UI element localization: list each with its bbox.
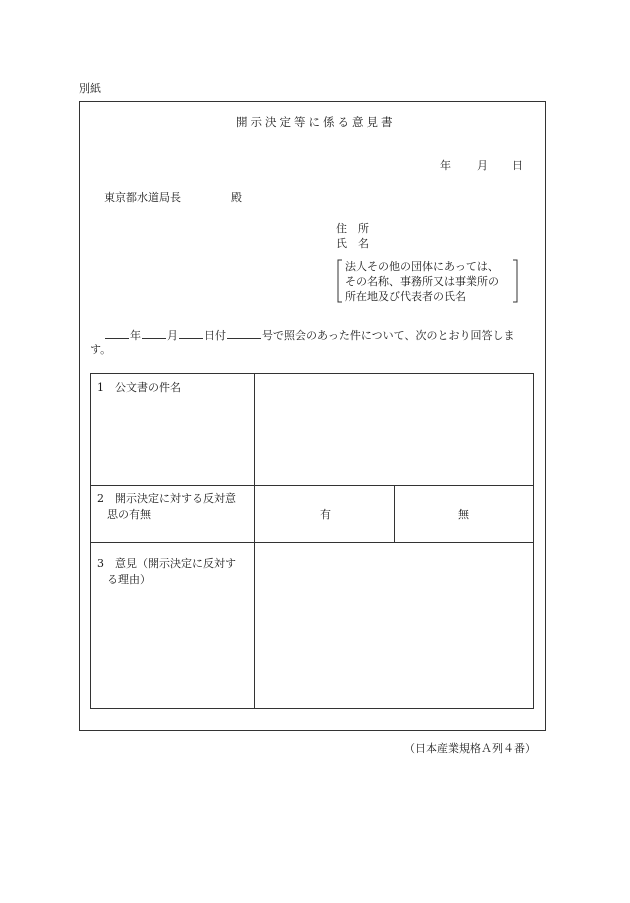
paper-size-footnote: （日本産業規格Ａ列４番）	[404, 742, 536, 755]
blank-year[interactable]	[105, 328, 129, 339]
statement-year: 年	[130, 329, 141, 342]
blank-month[interactable]	[142, 328, 166, 339]
statement-day-date: 日付	[204, 329, 226, 342]
table-row-divider-1	[91, 485, 533, 486]
address-label: 住 所	[336, 222, 369, 235]
row2-label-line2: 思の有無	[107, 508, 151, 521]
blank-number[interactable]	[227, 328, 261, 339]
table-row2-divider	[394, 485, 395, 542]
statement-line1	[104, 327, 514, 343]
name-label: 氏 名	[336, 237, 369, 250]
objection-no-option[interactable]: 無	[458, 508, 469, 521]
form-title: 開示決定等に係る意見書	[236, 115, 396, 129]
organization-note-line3: 所在地及び代表者の氏名	[345, 290, 466, 303]
row2-label-line1: 2 開示決定に対する反対意	[97, 492, 236, 505]
response-table	[90, 373, 534, 709]
statement-month: 月	[167, 329, 178, 342]
objection-yes-option[interactable]: 有	[320, 508, 331, 521]
row1-input-area[interactable]	[255, 374, 533, 485]
row3-label-line2: る理由）	[107, 573, 151, 586]
date-year-label: 年	[440, 159, 451, 172]
honorific: 殿	[231, 191, 242, 204]
row3-label-line1: 3 意見（開示決定に反対す	[97, 557, 236, 570]
blank-day[interactable]	[179, 328, 203, 339]
bracket-right-icon	[512, 259, 518, 303]
bracket-left-icon	[337, 259, 343, 303]
organization-note-line1: 法人その他の団体にあっては、	[345, 260, 499, 273]
row1-label: 1 公文書の件名	[97, 381, 181, 394]
organization-note-line2: その名称、事務所又は事業所の	[345, 275, 499, 288]
addressee: 東京都水道局長	[104, 191, 181, 204]
attachment-label: 別紙	[79, 82, 101, 95]
statement-line2: す。	[90, 343, 112, 356]
date-day-label: 日	[512, 159, 523, 172]
date-month-label: 月	[477, 159, 488, 172]
statement-rest: 号で照会のあった件について、次のとおり回答しま	[262, 329, 515, 342]
row3-input-area[interactable]	[255, 543, 533, 708]
